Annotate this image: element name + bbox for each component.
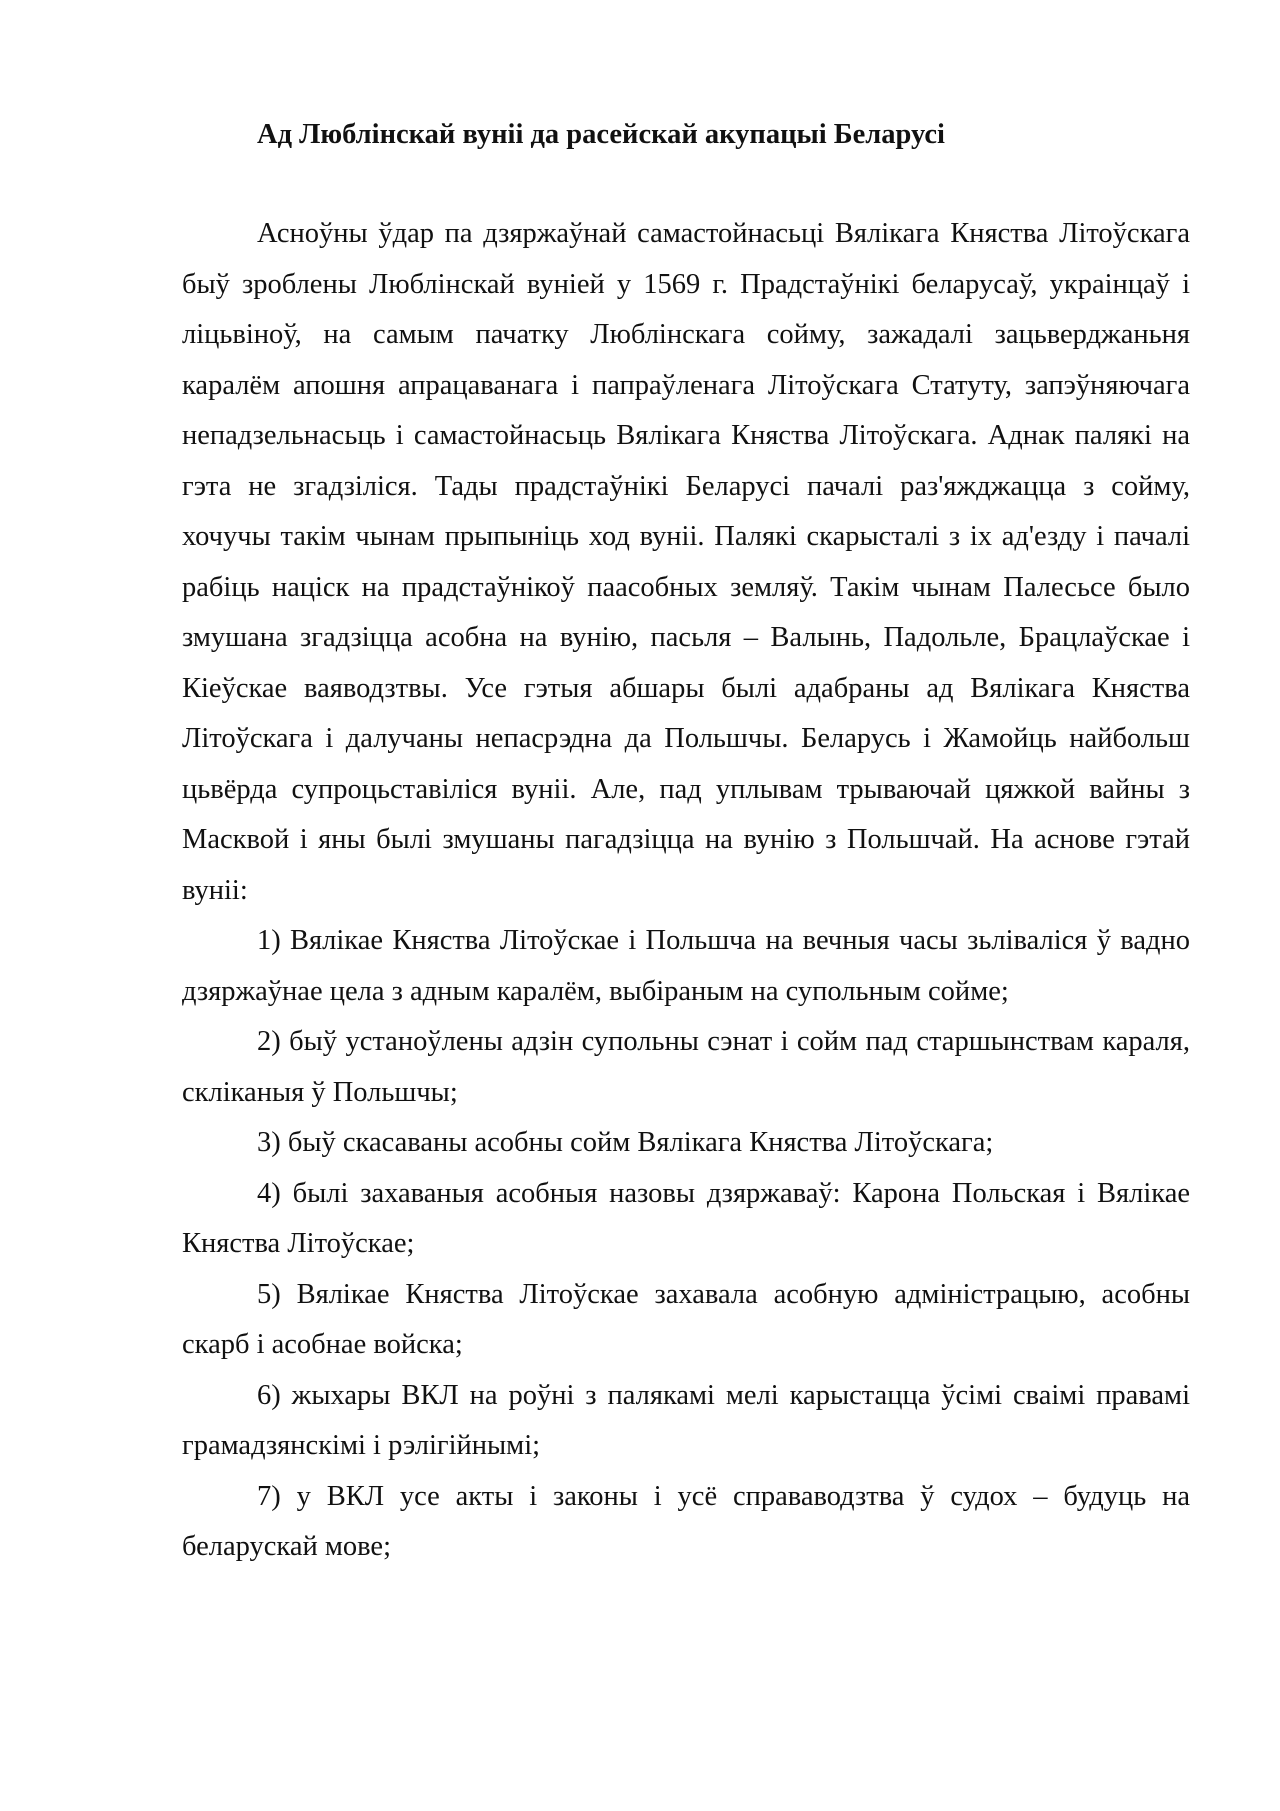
list-item-1: 1) Вялікае Княства Літоўскае і Польшча на вечныя часы зьліваліся ў вадно дзяржаўнае цела з адным каралём, выбіраным на супольным сойме;: [182, 925, 1190, 1007]
document-body: [182, 209, 1190, 1573]
list-item-3: 3) быў скасаваны асобны сойм Вялікага Княства Літоўскага;: [257, 1127, 994, 1158]
intro-paragraph: Асноўны ўдар па дзяржаўнай самастойнасьці Вялікага Княства Літоўскага быў зроблены Люблінскай вуніей у 1569 г. Прадстаўнікі беларусаў, украінцаў і ліцьвіноў, на самым пачатку Люблінскага сойму, зажадалі зацьверджаньня каралём апошня апрацаванага і папраўленага Літоўскага Статуту, запэўняючага непадзельнасьць і самастойнасьць Вялікага Княства Літоўскага. Аднак палякі на гэта не згадзіліся. Тады прадстаўнікі Беларусі пачалі раз'яжджацца з сойму, хочучы такім чынам прыпыніць ход вуніі. Палякі скарысталі з іх ад'езду і пачалі рабіць націск на прадстаўнікоў паасобных земляў. Такім чынам Палесьсе было змушана згадзіцца асобна на вунію, пасьля – Валынь, Падольле, Брацлаўскае і Кіеўскае ваяводзтвы. Усе гэтыя абшары былі адабраны ад Вялікага Княства Літоўскага і далучаны непасрэдна да Польшчы. Беларусь і Жамойць найбольш цьвёрда супроцьставіліся вуніі. Але, пад уплывам трываючай цяжкой вайны з Масквой і яны былі змушаны пагадзіцца на вунію з Польшчай. На аснове гэтай вуніі:: [182, 218, 1190, 906]
list-item-5: 5) Вялікае Княства Літоўскае захавала асобную адміністрацыю, асобны скарб і асобнае войска;: [182, 1278, 1190, 1360]
list-item-7: 7) у ВКЛ усе акты і законы і усё справаводзтва ў судох – будуць на беларускай мове;: [182, 1480, 1190, 1562]
list-item-2: 2) быў устаноўлены адзін супольны сэнат і сойм пад старшынствам караля, скліканыя ў Польшчы;: [182, 1026, 1190, 1108]
document-title: Ад Люблінскай вуніі да расейскай акупацыі Беларусі: [257, 119, 945, 150]
list-item-4: 4) былі захаваныя асобныя назовы дзяржаваў: Карона Польская і Вялікае Княства Літоўскае;: [182, 1177, 1190, 1259]
list-item-6: 6) жыхары ВКЛ на роўні з палякамі мелі карыстацца ўсімі сваімі правамі грамадзянскімі і рэлігійнымі;: [182, 1379, 1190, 1461]
